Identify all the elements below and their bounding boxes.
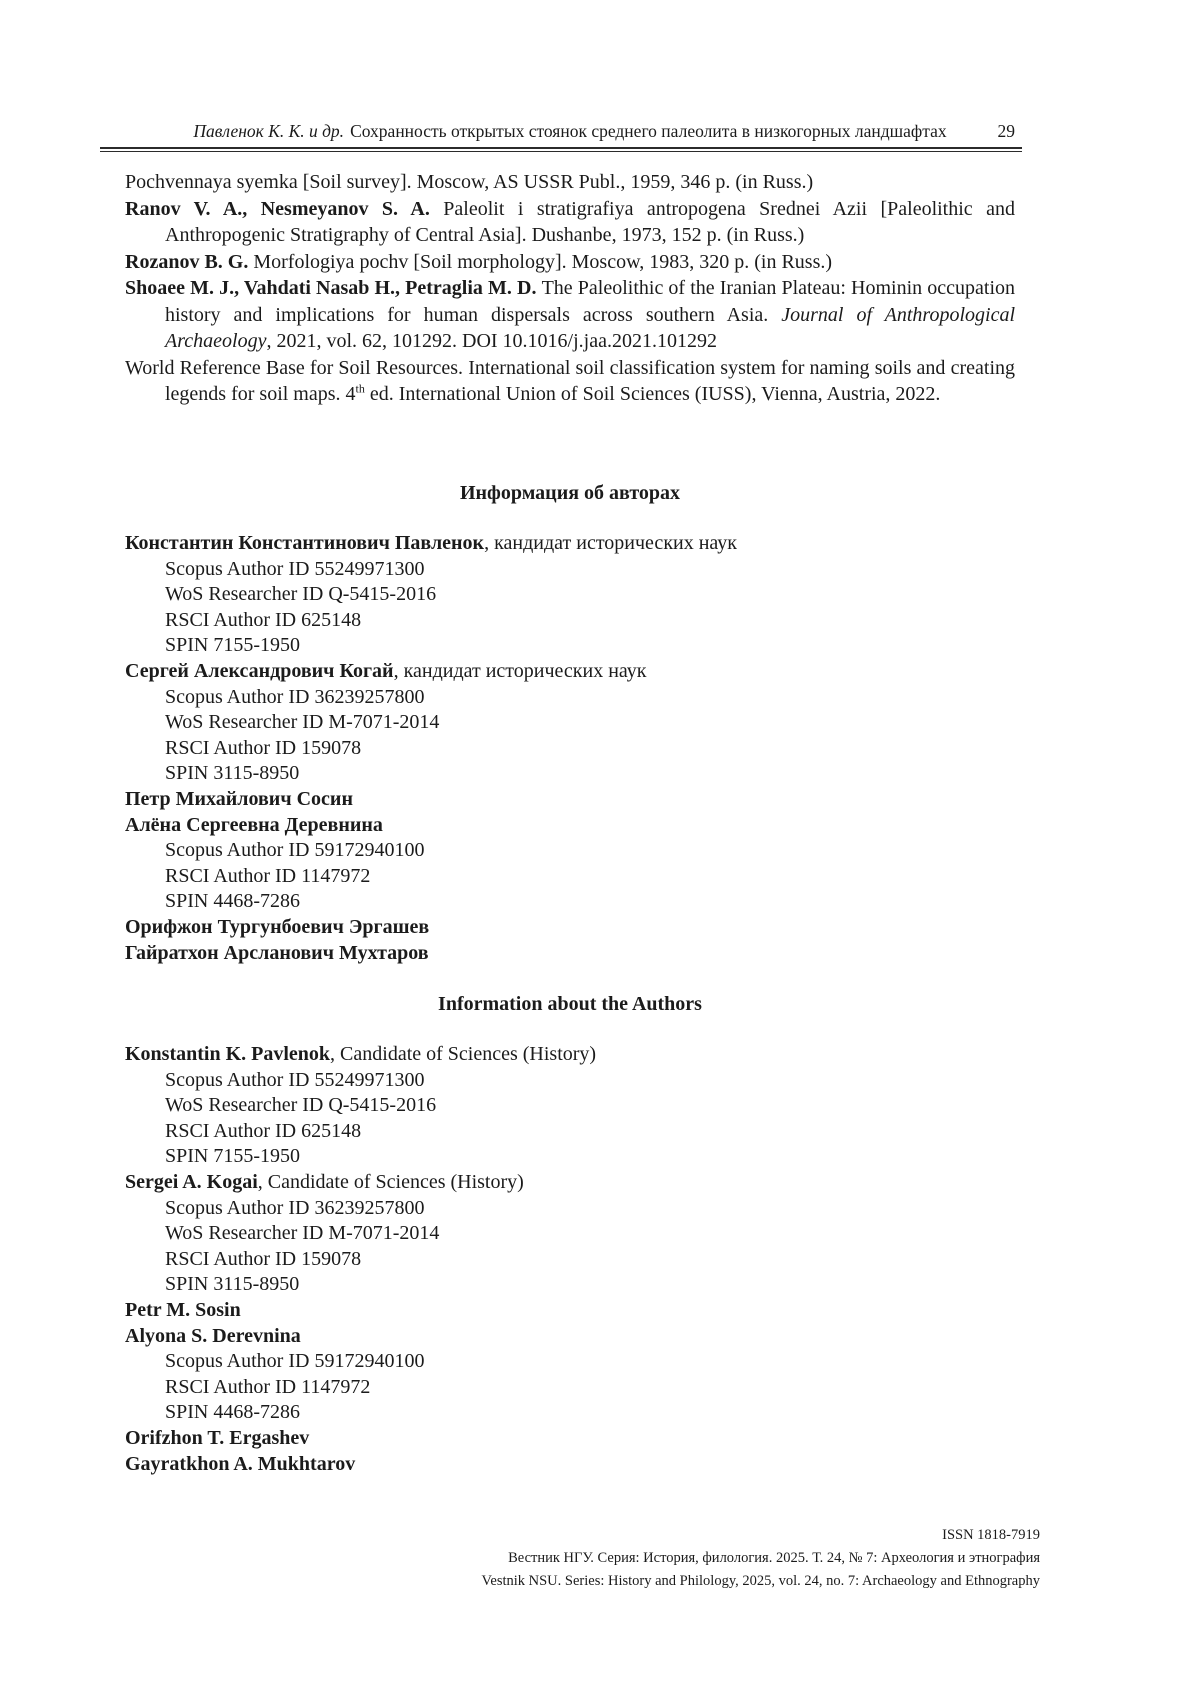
author-name-bold: Орифжон Тургунбоевич Эргашев xyxy=(125,915,430,938)
reference-entry xyxy=(125,196,1015,249)
author-name xyxy=(125,915,1015,941)
reference-text: Paleolit i stratigrafiya antropogena Srednei Azii [Paleolithic and Anthropogenic Stratigraphy of Central Asia]. Dushanbe, 1973, 152 p. (in Russ.) xyxy=(165,197,1015,246)
author-name xyxy=(125,813,1015,839)
author-name-bold: Константин Константинович Павленок xyxy=(125,532,485,554)
authors-info-heading-en: Information about the Authors xyxy=(438,993,702,1015)
reference-entry xyxy=(125,355,1015,408)
author-name xyxy=(125,659,1015,685)
author-id-line: Scopus Author ID 36239257800 xyxy=(165,685,425,708)
reference-text: Pochvennaya syemka [Soil survey]. Moscow, AS USSR Publ., 1959, 346 p. (in Russ.) xyxy=(125,171,814,193)
author-name xyxy=(125,1324,1015,1350)
author-id-line: RSCI Author ID 159078 xyxy=(165,1247,362,1270)
footer-issn: ISSN 1818-7919 xyxy=(942,1527,1040,1543)
author-id-line: RSCI Author ID 625148 xyxy=(165,608,362,631)
author-name xyxy=(125,1426,1015,1452)
reference-superscript: th xyxy=(355,381,365,396)
author-id-line: RSCI Author ID 159078 xyxy=(165,736,362,759)
reference-text: , 2021, vol. 62, 101292. DOI 10.1016/j.jaa.2021.101292 xyxy=(266,330,717,352)
author-name-bold: Alyona S. Derevnina xyxy=(125,1324,301,1347)
author-degree: , кандидат исторических наук xyxy=(393,659,647,682)
author-name-bold: Gayratkhon A. Mukhtarov xyxy=(125,1452,356,1475)
author-name-bold: Петр Михайлович Сосин xyxy=(125,787,353,810)
author-id-line: Scopus Author ID 55249971300 xyxy=(165,557,425,580)
author-degree: , Candidate of Sciences (History) xyxy=(330,1043,597,1065)
author-id-line: Scopus Author ID 36239257800 xyxy=(165,1196,425,1219)
authors-info-heading-ru: Информация об авторах xyxy=(459,482,681,504)
footer-journal-ru: Вестник НГУ. Серия: История, филология. 2025. Т. 24, № 7: Археология и этнография xyxy=(508,1550,1040,1566)
author-name-bold: Sergei A. Kogai xyxy=(125,1170,258,1193)
author-id-line: RSCI Author ID 625148 xyxy=(165,1119,362,1142)
author-id-line: SPIN 3115-8950 xyxy=(165,1273,300,1296)
author-name xyxy=(125,1170,1015,1196)
author-name-bold: Гайратхон Арсланович Мухтаров xyxy=(125,941,429,964)
authors-list-ru xyxy=(125,531,1015,966)
reference-text: Morfologiya pochv [Soil morphology]. Moscow, 1983, 320 p. (in Russ.) xyxy=(253,250,833,273)
author-id-line: SPIN 4468-7286 xyxy=(165,1401,301,1424)
reference-authors: Rozanov B. G. xyxy=(125,250,254,273)
author-name xyxy=(125,1298,1015,1324)
author-name-bold: Petr M. Sosin xyxy=(125,1298,241,1321)
author-name-bold: Konstantin K. Pavlenok xyxy=(125,1043,331,1065)
author-id-line: WoS Researcher ID Q-5415-2016 xyxy=(165,583,437,606)
running-head xyxy=(125,120,1015,142)
author-id-line: Scopus Author ID 59172940100 xyxy=(165,839,425,862)
author-name xyxy=(125,1042,1015,1068)
author-id-line: RSCI Author ID 1147972 xyxy=(165,864,371,887)
author-id-line: RSCI Author ID 1147972 xyxy=(165,1375,371,1398)
author-id-line: SPIN 4468-7286 xyxy=(165,890,301,913)
header-rule xyxy=(100,147,1022,152)
author-name xyxy=(125,531,1015,557)
author-degree: , кандидат исторических наук xyxy=(484,532,738,554)
reference-text: World Reference Base for Soil Resources. International soil classification system for naming soils and creating legends for soil maps. 4 xyxy=(125,356,1015,405)
author-id-line: SPIN 3115-8950 xyxy=(165,762,300,785)
reference-entry xyxy=(125,169,1015,196)
reference-text: The Paleolithic of the Iranian Plateau: Hominin occupation history and implications for human dispersals across southern Asia. xyxy=(165,277,1016,326)
author-id-line: Scopus Author ID 55249971300 xyxy=(165,1068,425,1091)
reference-authors: Ranov V. A., Nesmeyanov S. A. xyxy=(125,197,444,220)
authors-list-en xyxy=(125,1042,1015,1477)
author-name xyxy=(125,941,1015,967)
author-name-bold: Сергей Александрович Когай xyxy=(125,659,394,682)
reference-journal-title: Journal of Anthropological Archaeology xyxy=(165,303,1015,352)
reference-authors: Shoaee M. J., Vahdati Nasab H., Petraglia M. D. xyxy=(125,277,542,299)
author-name xyxy=(125,787,1015,813)
page-number: 29 xyxy=(997,121,1015,141)
running-head-authors: Павленок К. К. и др. xyxy=(193,121,345,141)
author-id-line: WoS Researcher ID Q-5415-2016 xyxy=(165,1094,437,1117)
running-head-title: Сохранность открытых стоянок среднего палеолита в низкогорных ландшафтах xyxy=(350,121,947,141)
author-id-line: SPIN 7155-1950 xyxy=(165,634,301,657)
author-id-line: SPIN 7155-1950 xyxy=(165,1145,301,1168)
references-list xyxy=(125,169,1015,408)
reference-text: ed. International Union of Soil Sciences (IUSS), Vienna, Austria, 2022. xyxy=(364,383,941,405)
author-name-bold: Алёна Сергеевна Деревнина xyxy=(125,813,383,836)
reference-entry xyxy=(125,249,1015,276)
page-footer xyxy=(125,1524,1040,1593)
author-name-bold: Orifzhon T. Ergashev xyxy=(125,1426,310,1449)
author-id-line: Scopus Author ID 59172940100 xyxy=(165,1350,425,1373)
author-name xyxy=(125,1452,1015,1478)
author-id-line: WoS Researcher ID M-7071-2014 xyxy=(165,1222,440,1245)
footer-journal-en: Vestnik NSU. Series: History and Philology, 2025, vol. 24, no. 7: Archaeology and Ethnography xyxy=(481,1573,1040,1589)
author-id-line: WoS Researcher ID M-7071-2014 xyxy=(165,711,440,734)
author-degree: , Candidate of Sciences (History) xyxy=(257,1170,524,1193)
reference-entry xyxy=(125,275,1015,355)
